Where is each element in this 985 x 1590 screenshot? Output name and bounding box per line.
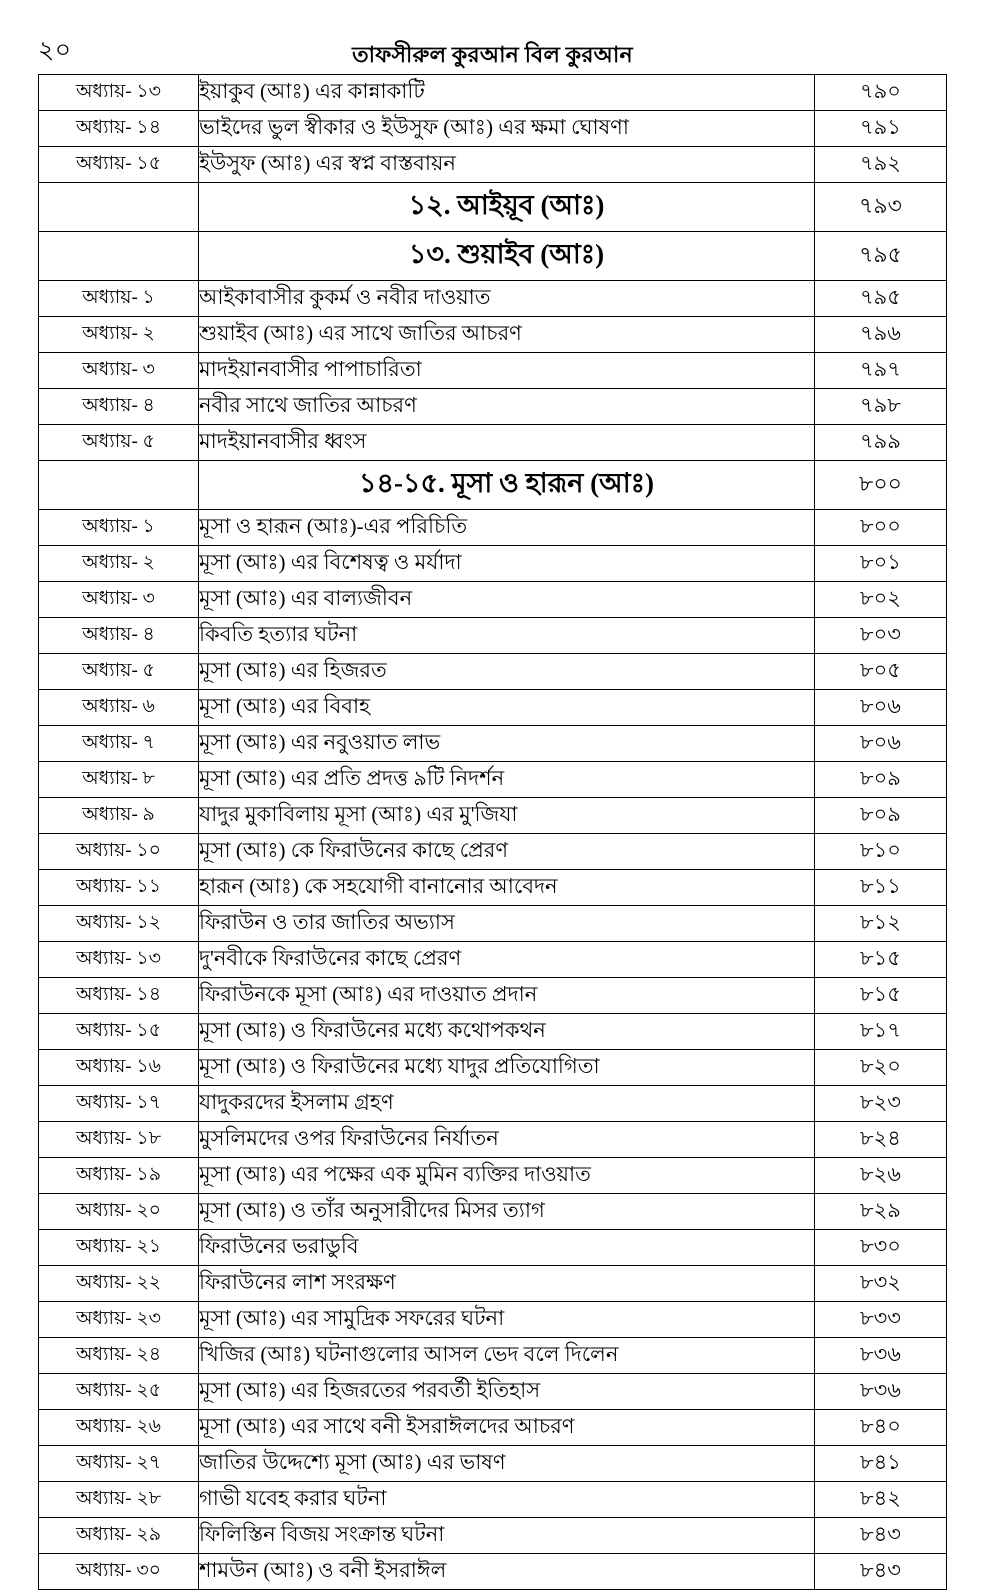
page-reference: ৮০৩ bbox=[815, 618, 947, 654]
chapter-label: অধ্যায়- ১৩ bbox=[39, 942, 199, 978]
entry-title: ইউসুফ (আঃ) এর স্বপ্ন বাস্তবায়ন bbox=[199, 147, 815, 183]
page-reference: ৭৯৫ bbox=[815, 232, 947, 281]
table-row bbox=[39, 690, 947, 726]
table-row bbox=[39, 1158, 947, 1194]
chapter-label: অধ্যায়- ১৪ bbox=[39, 978, 199, 1014]
page-reference: ৮৩৩ bbox=[815, 1302, 947, 1338]
entry-title: আইকাবাসীর কুকর্ম ও নবীর দাওয়াত bbox=[199, 281, 815, 317]
chapter-label: অধ্যায়- ১৮ bbox=[39, 1122, 199, 1158]
page-reference: ৭৯০ bbox=[815, 75, 947, 111]
table-row bbox=[39, 726, 947, 762]
chapter-label: অধ্যায়- ২৪ bbox=[39, 1338, 199, 1374]
table-row bbox=[39, 75, 947, 111]
table-row bbox=[39, 425, 947, 461]
chapter-label bbox=[39, 232, 199, 281]
chapter-label bbox=[39, 183, 199, 232]
chapter-label: অধ্যায়- ১৪ bbox=[39, 111, 199, 147]
page-number: ২০ bbox=[38, 37, 72, 64]
table-row bbox=[39, 1086, 947, 1122]
chapter-label: অধ্যায়- ৪ bbox=[39, 618, 199, 654]
chapter-label: অধ্যায়- ৬ bbox=[39, 690, 199, 726]
chapter-label: অধ্যায়- ৮ bbox=[39, 762, 199, 798]
page-reference: ৮১০ bbox=[815, 834, 947, 870]
table-row bbox=[39, 978, 947, 1014]
table-row bbox=[39, 1266, 947, 1302]
table-row bbox=[39, 582, 947, 618]
entry-title: ফিলিস্তিন বিজয় সংক্রান্ত ঘটনা bbox=[199, 1518, 815, 1554]
page-reference: ৮০০ bbox=[815, 461, 947, 510]
table-row bbox=[39, 1050, 947, 1086]
chapter-label: অধ্যায়- ১৫ bbox=[39, 1014, 199, 1050]
entry-title: শামউন (আঃ) ও বনী ইসরাঈল bbox=[199, 1554, 815, 1590]
chapter-label: অধ্যায়- ১৭ bbox=[39, 1086, 199, 1122]
section-title: ১৩. শুয়াইব (আঃ) bbox=[199, 232, 815, 281]
chapter-label: অধ্যায়- ১৫ bbox=[39, 147, 199, 183]
page-reference: ৭৯৭ bbox=[815, 353, 947, 389]
entry-title: নবীর সাথে জাতির আচরণ bbox=[199, 389, 815, 425]
chapter-label: অধ্যায়- ২৩ bbox=[39, 1302, 199, 1338]
chapter-label: অধ্যায়- ২৮ bbox=[39, 1482, 199, 1518]
page-reference: ৮০১ bbox=[815, 546, 947, 582]
table-row bbox=[39, 147, 947, 183]
entry-title: মাদইয়ানবাসীর পাপাচারিতা bbox=[199, 353, 815, 389]
section-title: ১২. আইয়ূব (আঃ) bbox=[199, 183, 815, 232]
entry-title: মূসা (আঃ) ও তাঁর অনুসারীদের মিসর ত্যাগ bbox=[199, 1194, 815, 1230]
page-reference: ৮২৩ bbox=[815, 1086, 947, 1122]
chapter-label: অধ্যায়- ১০ bbox=[39, 834, 199, 870]
entry-title: মূসা (আঃ) এর সাথে বনী ইসরাঈলদের আচরণ bbox=[199, 1410, 815, 1446]
book-title: তাফসীরুল কুরআন বিল কুরআন bbox=[352, 42, 633, 67]
table-row bbox=[39, 1482, 947, 1518]
table-row bbox=[39, 654, 947, 690]
page-reference: ৮৪৩ bbox=[815, 1554, 947, 1590]
page-reference: ৮৪২ bbox=[815, 1482, 947, 1518]
entry-title: মূসা (আঃ) এর প্রতি প্রদত্ত ৯টি নিদর্শন bbox=[199, 762, 815, 798]
chapter-label: অধ্যায়- ৩ bbox=[39, 353, 199, 389]
page-reference: ৭৯৮ bbox=[815, 389, 947, 425]
entry-title: খিজির (আঃ) ঘটনাগুলোর আসল ভেদ বলে দিলেন bbox=[199, 1338, 815, 1374]
entry-title: মূসা (আঃ) এর হিজরতের পরবর্তী ইতিহাস bbox=[199, 1374, 815, 1410]
table-row bbox=[39, 111, 947, 147]
page-reference: ৭৯১ bbox=[815, 111, 947, 147]
table-row bbox=[39, 1230, 947, 1266]
chapter-label: অধ্যায়- ৩ bbox=[39, 582, 199, 618]
chapter-label: অধ্যায়- ২৬ bbox=[39, 1410, 199, 1446]
chapter-label: অধ্যায়- ১২ bbox=[39, 906, 199, 942]
page-reference: ৮১৭ bbox=[815, 1014, 947, 1050]
entry-title: দু'নবীকে ফিরাউনের কাছে প্রেরণ bbox=[199, 942, 815, 978]
table-row bbox=[39, 762, 947, 798]
entry-title: মূসা (আঃ) এর বিশেষত্ব ও মর্যাদা bbox=[199, 546, 815, 582]
page-reference: ৮০৫ bbox=[815, 654, 947, 690]
chapter-label: অধ্যায়- ২০ bbox=[39, 1194, 199, 1230]
table-row bbox=[39, 618, 947, 654]
entry-title: মাদইয়ানবাসীর ধ্বংস bbox=[199, 425, 815, 461]
chapter-label: অধ্যায়- ১ bbox=[39, 281, 199, 317]
entry-title: শুয়াইব (আঃ) এর সাথে জাতির আচরণ bbox=[199, 317, 815, 353]
entry-title: মূসা (আঃ) এর বিবাহ bbox=[199, 690, 815, 726]
entry-title: মূসা (আঃ) এর পক্ষের এক মুমিন ব্যক্তির দাওয়াত bbox=[199, 1158, 815, 1194]
page-reference: ৮০২ bbox=[815, 582, 947, 618]
entry-title: মূসা (আঃ) ও ফিরাউনের মধ্যে যাদুর প্রতিযোগিতা bbox=[199, 1050, 815, 1086]
entry-title: ফিরাউনের ভরাডুবি bbox=[199, 1230, 815, 1266]
page-reference: ৮১২ bbox=[815, 906, 947, 942]
page-reference: ৮৩৬ bbox=[815, 1374, 947, 1410]
section-row bbox=[39, 461, 947, 510]
table-row bbox=[39, 510, 947, 546]
page-reference: ৭৯৯ bbox=[815, 425, 947, 461]
entry-title: ফিরাউন ও তার জাতির অভ্যাস bbox=[199, 906, 815, 942]
entry-title: মূসা (আঃ) এর বাল্যজীবন bbox=[199, 582, 815, 618]
table-row bbox=[39, 317, 947, 353]
chapter-label: অধ্যায়- ২৯ bbox=[39, 1518, 199, 1554]
chapter-label: অধ্যায়- ৯ bbox=[39, 798, 199, 834]
chapter-label: অধ্যায়- ৫ bbox=[39, 425, 199, 461]
page-reference: ৮১৫ bbox=[815, 978, 947, 1014]
page-reference: ৮১৫ bbox=[815, 942, 947, 978]
table-row bbox=[39, 1554, 947, 1590]
page-reference: ৮০০ bbox=[815, 510, 947, 546]
chapter-label: অধ্যায়- ৪ bbox=[39, 389, 199, 425]
page-reference: ৭৯৫ bbox=[815, 281, 947, 317]
chapter-label: অধ্যায়- ১ bbox=[39, 510, 199, 546]
entry-title: মূসা ও হারূন (আঃ)-এর পরিচিতি bbox=[199, 510, 815, 546]
entry-title: মূসা (আঃ) ও ফিরাউনের মধ্যে কথোপকথন bbox=[199, 1014, 815, 1050]
chapter-label bbox=[39, 461, 199, 510]
chapter-label: অধ্যায়- ২৭ bbox=[39, 1446, 199, 1482]
page-reference: ৮৩০ bbox=[815, 1230, 947, 1266]
table-row bbox=[39, 834, 947, 870]
page-reference: ৮০৬ bbox=[815, 726, 947, 762]
page-reference: ৮৪১ bbox=[815, 1446, 947, 1482]
page-reference: ৮৩৬ bbox=[815, 1338, 947, 1374]
chapter-label: অধ্যায়- ১১ bbox=[39, 870, 199, 906]
table-row bbox=[39, 1446, 947, 1482]
section-title: ১৪-১৫. মূসা ও হারূন (আঃ) bbox=[199, 461, 815, 510]
page-reference: ৮২৬ bbox=[815, 1158, 947, 1194]
chapter-label: অধ্যায়- ৭ bbox=[39, 726, 199, 762]
chapter-label: অধ্যায়- ২ bbox=[39, 317, 199, 353]
table-row bbox=[39, 906, 947, 942]
entry-title: ইয়াকুব (আঃ) এর কান্নাকাটি bbox=[199, 75, 815, 111]
page-reference: ৭৯৬ bbox=[815, 317, 947, 353]
entry-title: কিবতি হত্যার ঘটনা bbox=[199, 618, 815, 654]
entry-title: ফিরাউনের লাশ সংরক্ষণ bbox=[199, 1266, 815, 1302]
page-reference: ৮০৬ bbox=[815, 690, 947, 726]
table-row bbox=[39, 1194, 947, 1230]
table-row bbox=[39, 281, 947, 317]
page-reference: ৮২০ bbox=[815, 1050, 947, 1086]
table-of-contents bbox=[38, 74, 947, 1590]
chapter-label: অধ্যায়- ২১ bbox=[39, 1230, 199, 1266]
chapter-label: অধ্যায়- ৩০ bbox=[39, 1554, 199, 1590]
table-body bbox=[39, 75, 947, 1590]
entry-title: জাতির উদ্দেশ্যে মূসা (আঃ) এর ভাষণ bbox=[199, 1446, 815, 1482]
table-row bbox=[39, 546, 947, 582]
chapter-label: অধ্যায়- ২ bbox=[39, 546, 199, 582]
table-row bbox=[39, 1338, 947, 1374]
entry-title: মূসা (আঃ) এর নবুওয়াত লাভ bbox=[199, 726, 815, 762]
table-row bbox=[39, 1122, 947, 1158]
entry-title: যাদুর মুকাবিলায় মূসা (আঃ) এর মু'জিযা bbox=[199, 798, 815, 834]
page-reference: ৮২৯ bbox=[815, 1194, 947, 1230]
section-row bbox=[39, 183, 947, 232]
chapter-label: অধ্যায়- ৫ bbox=[39, 654, 199, 690]
table-row bbox=[39, 870, 947, 906]
table-row bbox=[39, 1374, 947, 1410]
page-reference: ৮০৯ bbox=[815, 762, 947, 798]
section-row bbox=[39, 232, 947, 281]
table-row bbox=[39, 798, 947, 834]
chapter-label: অধ্যায়- ১৬ bbox=[39, 1050, 199, 1086]
table-row bbox=[39, 389, 947, 425]
page-reference: ৮৩২ bbox=[815, 1266, 947, 1302]
entry-title: ভাইদের ভুল স্বীকার ও ইউসুফ (আঃ) এর ক্ষমা ঘোষণা bbox=[199, 111, 815, 147]
entry-title: মূসা (আঃ) কে ফিরাউনের কাছে প্রেরণ bbox=[199, 834, 815, 870]
page-header bbox=[38, 30, 947, 70]
page-reference: ৭৯৩ bbox=[815, 183, 947, 232]
table-row bbox=[39, 942, 947, 978]
table-row bbox=[39, 1410, 947, 1446]
entry-title: ফিরাউনকে মূসা (আঃ) এর দাওয়াত প্রদান bbox=[199, 978, 815, 1014]
table-row bbox=[39, 1302, 947, 1338]
page-reference: ৮০৯ bbox=[815, 798, 947, 834]
entry-title: যাদুকরদের ইসলাম গ্রহণ bbox=[199, 1086, 815, 1122]
entry-title: মূসা (আঃ) এর হিজরত bbox=[199, 654, 815, 690]
entry-title: গাভী যবেহ করার ঘটনা bbox=[199, 1482, 815, 1518]
page-reference: ৮৪৩ bbox=[815, 1518, 947, 1554]
chapter-label: অধ্যায়- ১৩ bbox=[39, 75, 199, 111]
chapter-label: অধ্যায়- ২২ bbox=[39, 1266, 199, 1302]
page-reference: ৮২৪ bbox=[815, 1122, 947, 1158]
table-row bbox=[39, 353, 947, 389]
page-reference: ৮১১ bbox=[815, 870, 947, 906]
table-row bbox=[39, 1014, 947, 1050]
entry-title: হারূন (আঃ) কে সহযোগী বানানোর আবেদন bbox=[199, 870, 815, 906]
chapter-label: অধ্যায়- ২৫ bbox=[39, 1374, 199, 1410]
entry-title: মুসলিমদের ওপর ফিরাউনের নির্যাতন bbox=[199, 1122, 815, 1158]
page-reference: ৮৪০ bbox=[815, 1410, 947, 1446]
page-reference: ৭৯২ bbox=[815, 147, 947, 183]
entry-title: মূসা (আঃ) এর সামুদ্রিক সফরের ঘটনা bbox=[199, 1302, 815, 1338]
chapter-label: অধ্যায়- ১৯ bbox=[39, 1158, 199, 1194]
